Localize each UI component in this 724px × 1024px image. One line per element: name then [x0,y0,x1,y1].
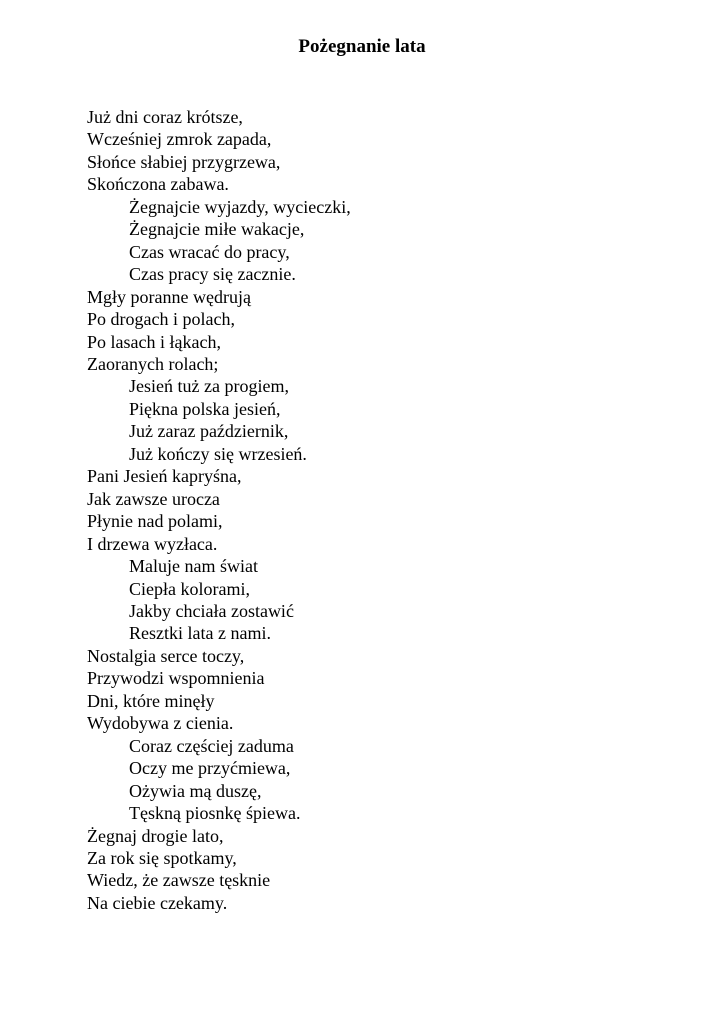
poem-line: Dni, które minęły [87,690,215,711]
poem-stanza [87,555,687,645]
poem-body [87,106,687,914]
poem-stanza [87,645,687,735]
poem-line: Ciepła kolorami, [129,578,250,599]
poem-line: Już dni coraz krótsze, [87,107,243,127]
poem-line: Resztki lata z nami. [129,623,271,644]
poem-line: Żegnaj drogie lato, [87,825,224,846]
poem-line: Ożywia mą duszę, [129,780,262,801]
poem-line: Nostalgia serce toczy, [87,645,245,666]
poem-line: Przywodzi wspomnienia [87,668,265,689]
poem-line: Po lasach i łąkach, [87,331,221,352]
poem-stanza [87,465,687,555]
poem-line: Płynie nad polami, [87,511,223,532]
poem-line: Jesień tuż za progiem, [129,376,289,397]
poem-line: Słońce słabiej przygrzewa, [87,151,281,172]
poem-line: Żegnajcie wyjazdy, wycieczki, [129,196,351,217]
poem-stanza [87,196,687,286]
poem-line: Piękna polska jesień, [129,398,281,419]
poem-line: Wydobywa z cienia. [87,713,234,734]
poem-line: Już kończy się wrzesień. [129,443,307,464]
poem-stanza [87,106,687,196]
poem-line: I drzewa wyzłaca. [87,533,218,554]
poem-line: Coraz częściej zaduma [129,735,294,756]
poem-line: Maluje nam świat [129,556,258,577]
poem-line: Pani Jesień kapryśna, [87,466,242,487]
poem-line: Za rok się spotkamy, [87,847,237,868]
poem-line: Wcześniej zmrok zapada, [87,129,272,150]
poem-stanza [87,735,687,825]
poem-line: Czas pracy się zacznie. [129,264,296,285]
poem-stanza [87,286,687,376]
poem-line: Po drogach i polach, [87,309,235,330]
poem-line: Skończona zabawa. [87,174,229,195]
poem-line: Na ciebie czekamy. [87,892,228,913]
poem-line: Mgły poranne wędrują [87,286,251,307]
poem-line: Zaoranych rolach; [87,353,219,374]
poem-line: Czas wracać do pracy, [129,241,290,262]
poem-stanza [87,825,687,915]
poem-line: Wiedz, że zawsze tęsknie [87,870,271,891]
poem-line: Już zaraz październik, [129,421,289,442]
poem-title: Pożegnanie lata [298,36,426,57]
poem-line: Jak zawsze urocza [87,488,220,509]
poem-stanza [87,375,687,465]
poem-line: Żegnajcie miłe wakacje, [129,219,305,240]
poem-line: Oczy me przyćmiewa, [129,758,291,779]
poem-line: Tęskną piosnkę śpiewa. [129,803,301,824]
poem-line: Jakby chciała zostawić [129,600,294,621]
